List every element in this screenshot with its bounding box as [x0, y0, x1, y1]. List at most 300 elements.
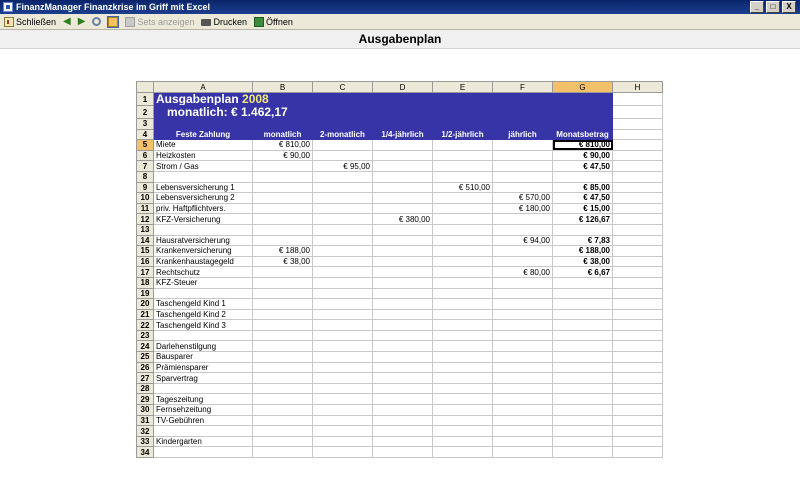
cell[interactable] [613, 106, 663, 119]
row-label-cell[interactable] [154, 224, 253, 235]
amount-cell[interactable] [373, 436, 433, 447]
column-header-a[interactable]: A [154, 82, 253, 93]
row-header[interactable]: 19 [137, 288, 154, 299]
monthly-amount-cell[interactable] [553, 224, 613, 235]
amount-cell[interactable] [373, 394, 433, 405]
amount-cell[interactable] [373, 171, 433, 182]
monthly-amount-cell[interactable]: € 85,00 [553, 182, 613, 193]
amount-cell[interactable] [493, 436, 553, 447]
amount-cell[interactable] [253, 352, 313, 363]
amount-cell[interactable] [253, 341, 313, 352]
row-header[interactable]: 31 [137, 415, 154, 426]
row-label-cell[interactable]: Lebensversicherung 1 [154, 182, 253, 193]
row-header[interactable]: 22 [137, 320, 154, 331]
row-header[interactable]: 12 [137, 214, 154, 225]
amount-cell[interactable] [313, 362, 373, 373]
amount-cell[interactable] [493, 405, 553, 416]
amount-cell[interactable] [373, 246, 433, 257]
amount-cell[interactable] [253, 383, 313, 394]
cell[interactable] [553, 119, 613, 130]
amount-cell[interactable] [373, 150, 433, 161]
amount-cell[interactable] [433, 246, 493, 257]
amount-cell[interactable] [493, 277, 553, 288]
amount-cell[interactable] [253, 362, 313, 373]
monthly-amount-cell[interactable] [553, 309, 613, 320]
column-header-c[interactable]: C [313, 82, 373, 93]
amount-cell[interactable] [313, 277, 373, 288]
amount-cell[interactable] [253, 394, 313, 405]
amount-cell[interactable] [433, 203, 493, 214]
amount-cell[interactable] [313, 140, 373, 151]
amount-cell[interactable] [433, 161, 493, 172]
amount-cell[interactable] [433, 447, 493, 458]
row-label-cell[interactable]: KFZ-Steuer [154, 277, 253, 288]
row-label-cell[interactable]: Lebensversicherung 2 [154, 193, 253, 204]
amount-cell[interactable] [493, 320, 553, 331]
back-button[interactable] [62, 15, 72, 29]
cell[interactable] [613, 119, 663, 130]
monthly-amount-cell[interactable] [553, 341, 613, 352]
row-header[interactable]: 27 [137, 373, 154, 384]
column-header-f[interactable]: F [493, 82, 553, 93]
row-label-cell[interactable]: Heizkosten [154, 150, 253, 161]
amount-cell[interactable] [493, 394, 553, 405]
monthly-amount-cell[interactable]: € 90,00 [553, 150, 613, 161]
amount-cell[interactable] [433, 330, 493, 341]
amount-cell[interactable] [493, 352, 553, 363]
cell[interactable] [613, 288, 663, 299]
monthly-amount-cell[interactable]: € 47,50 [553, 193, 613, 204]
amount-cell[interactable] [373, 373, 433, 384]
amount-cell[interactable] [253, 267, 313, 278]
amount-cell[interactable] [493, 140, 553, 151]
row-header[interactable]: 14 [137, 235, 154, 246]
cell[interactable] [493, 119, 553, 130]
cell[interactable] [613, 203, 663, 214]
monthly-amount-cell[interactable] [553, 373, 613, 384]
amount-cell[interactable] [493, 246, 553, 257]
row-header[interactable]: 8 [137, 171, 154, 182]
amount-cell[interactable] [493, 426, 553, 437]
cell[interactable] [253, 119, 313, 130]
amount-cell[interactable] [433, 171, 493, 182]
amount-cell[interactable] [313, 288, 373, 299]
amount-cell[interactable] [433, 309, 493, 320]
row-label-cell[interactable]: Tageszeitung [154, 394, 253, 405]
amount-cell[interactable]: € 38,00 [253, 256, 313, 267]
amount-cell[interactable] [433, 405, 493, 416]
row-header[interactable]: 4 [137, 129, 154, 140]
close-button[interactable] [3, 15, 57, 29]
cell[interactable] [433, 93, 493, 106]
amount-cell[interactable] [253, 330, 313, 341]
monthly-amount-cell[interactable]: € 810,00 [553, 140, 613, 151]
amount-cell[interactable] [433, 426, 493, 437]
amount-cell[interactable] [433, 362, 493, 373]
amount-cell[interactable]: € 180,00 [493, 203, 553, 214]
amount-cell[interactable] [313, 330, 373, 341]
cell[interactable] [613, 362, 663, 373]
row-label-cell[interactable]: Taschengeld Kind 1 [154, 299, 253, 310]
amount-cell[interactable] [433, 288, 493, 299]
row-header[interactable]: 2 [137, 106, 154, 119]
amount-cell[interactable] [313, 320, 373, 331]
cell[interactable] [433, 106, 493, 119]
amount-cell[interactable] [253, 171, 313, 182]
cell[interactable] [553, 106, 613, 119]
amount-cell[interactable] [313, 352, 373, 363]
amount-cell[interactable] [253, 193, 313, 204]
amount-cell[interactable] [253, 309, 313, 320]
amount-cell[interactable] [313, 203, 373, 214]
select-all-corner[interactable] [137, 82, 154, 93]
amount-cell[interactable] [313, 373, 373, 384]
cell[interactable] [373, 93, 433, 106]
row-label-cell[interactable]: Taschengeld Kind 3 [154, 320, 253, 331]
amount-cell[interactable] [433, 193, 493, 204]
amount-cell[interactable]: € 380,00 [373, 214, 433, 225]
amount-cell[interactable] [373, 330, 433, 341]
amount-cell[interactable] [373, 256, 433, 267]
print-button[interactable] [200, 15, 248, 29]
cell[interactable] [613, 182, 663, 193]
amount-cell[interactable] [253, 373, 313, 384]
cell[interactable] [613, 299, 663, 310]
row-header[interactable]: 21 [137, 309, 154, 320]
column-title-monatsbetrag[interactable]: Monatsbetrag [553, 129, 613, 140]
monthly-amount-cell[interactable] [553, 330, 613, 341]
amount-cell[interactable] [373, 352, 433, 363]
cell[interactable] [613, 426, 663, 437]
amount-cell[interactable] [493, 299, 553, 310]
column-title-halbjahr[interactable]: 1/2-jährlich [433, 129, 493, 140]
amount-cell[interactable] [493, 447, 553, 458]
amount-cell[interactable] [253, 436, 313, 447]
row-header[interactable]: 26 [137, 362, 154, 373]
monthly-total[interactable]: monatlich: € 1.462,17 [154, 106, 373, 119]
monthly-amount-cell[interactable]: € 38,00 [553, 256, 613, 267]
amount-cell[interactable] [253, 320, 313, 331]
row-label-cell[interactable] [154, 288, 253, 299]
amount-cell[interactable] [373, 161, 433, 172]
amount-cell[interactable] [373, 182, 433, 193]
amount-cell[interactable] [373, 362, 433, 373]
cell[interactable] [613, 224, 663, 235]
amount-cell[interactable] [253, 415, 313, 426]
amount-cell[interactable] [493, 150, 553, 161]
column-header-d[interactable]: D [373, 82, 433, 93]
amount-cell[interactable] [433, 140, 493, 151]
column-title-jaehrlich[interactable]: jährlich [493, 129, 553, 140]
cell[interactable] [613, 171, 663, 182]
row-header[interactable]: 1 [137, 93, 154, 106]
row-label-cell[interactable]: Kindergarten [154, 436, 253, 447]
row-label-cell[interactable]: Bausparer [154, 352, 253, 363]
row-label-cell[interactable]: Darlehenstilgung [154, 341, 253, 352]
monthly-amount-cell[interactable] [553, 171, 613, 182]
cell[interactable] [553, 93, 613, 106]
row-label-cell[interactable]: Sparvertrag [154, 373, 253, 384]
cell[interactable] [373, 119, 433, 130]
amount-cell[interactable] [313, 182, 373, 193]
row-header[interactable]: 3 [137, 119, 154, 130]
amount-cell[interactable]: € 810,00 [253, 140, 313, 151]
amount-cell[interactable] [493, 415, 553, 426]
row-header[interactable]: 18 [137, 277, 154, 288]
monthly-amount-cell[interactable] [553, 447, 613, 458]
row-header[interactable]: 30 [137, 405, 154, 416]
amount-cell[interactable] [253, 161, 313, 172]
open-button[interactable] [253, 15, 294, 29]
cell[interactable] [613, 383, 663, 394]
amount-cell[interactable]: € 94,00 [493, 235, 553, 246]
cell[interactable] [313, 119, 373, 130]
amount-cell[interactable] [253, 277, 313, 288]
amount-cell[interactable] [313, 256, 373, 267]
amount-cell[interactable] [313, 436, 373, 447]
amount-cell[interactable] [373, 405, 433, 416]
amount-cell[interactable] [433, 214, 493, 225]
monthly-amount-cell[interactable]: € 7,83 [553, 235, 613, 246]
row-header[interactable]: 24 [137, 341, 154, 352]
cell[interactable] [613, 129, 663, 140]
amount-cell[interactable] [433, 415, 493, 426]
amount-cell[interactable] [313, 235, 373, 246]
row-label-cell[interactable]: Rechtschutz [154, 267, 253, 278]
cell[interactable] [613, 93, 663, 106]
amount-cell[interactable] [313, 447, 373, 458]
row-label-cell[interactable] [154, 383, 253, 394]
row-header[interactable]: 33 [137, 436, 154, 447]
amount-cell[interactable] [253, 405, 313, 416]
cell[interactable] [613, 394, 663, 405]
cell[interactable] [613, 150, 663, 161]
row-label-cell[interactable]: Prämiensparer [154, 362, 253, 373]
column-header-h[interactable]: H [613, 82, 663, 93]
cell[interactable] [493, 93, 553, 106]
amount-cell[interactable]: € 570,00 [493, 193, 553, 204]
cell[interactable] [613, 405, 663, 416]
monthly-amount-cell[interactable] [553, 405, 613, 416]
row-header[interactable]: 11 [137, 203, 154, 214]
monthly-amount-cell[interactable] [553, 362, 613, 373]
cell[interactable] [613, 214, 663, 225]
row-header[interactable]: 16 [137, 256, 154, 267]
amount-cell[interactable] [313, 405, 373, 416]
forward-button[interactable] [77, 15, 87, 29]
zoom-button[interactable] [91, 15, 102, 29]
column-title-feste-zahlung[interactable]: Feste Zahlung [154, 129, 253, 140]
row-header[interactable]: 25 [137, 352, 154, 363]
monthly-amount-cell[interactable] [553, 383, 613, 394]
amount-cell[interactable] [313, 383, 373, 394]
monthly-amount-cell[interactable] [553, 436, 613, 447]
amount-cell[interactable] [373, 299, 433, 310]
cell[interactable] [613, 436, 663, 447]
amount-cell[interactable] [433, 150, 493, 161]
row-header[interactable]: 15 [137, 246, 154, 257]
amount-cell[interactable] [493, 330, 553, 341]
amount-cell[interactable] [493, 161, 553, 172]
amount-cell[interactable]: € 95,00 [313, 161, 373, 172]
monthly-amount-cell[interactable] [553, 288, 613, 299]
amount-cell[interactable] [313, 246, 373, 257]
sheet-title[interactable] [154, 93, 373, 106]
cell[interactable] [433, 119, 493, 130]
amount-cell[interactable] [433, 383, 493, 394]
amount-cell[interactable] [373, 288, 433, 299]
column-header-e[interactable]: E [433, 82, 493, 93]
amount-cell[interactable] [373, 383, 433, 394]
column-header-b[interactable]: B [253, 82, 313, 93]
row-label-cell[interactable]: TV-Gebühren [154, 415, 253, 426]
column-title-monatlich[interactable]: monatlich [253, 129, 313, 140]
amount-cell[interactable] [373, 267, 433, 278]
row-label-cell[interactable]: Taschengeld Kind 2 [154, 309, 253, 320]
amount-cell[interactable] [373, 309, 433, 320]
cell[interactable] [613, 330, 663, 341]
amount-cell[interactable] [313, 341, 373, 352]
column-title-2-monatlich[interactable]: 2-monatlich [313, 129, 373, 140]
row-label-cell[interactable]: Krankenversicherung [154, 246, 253, 257]
amount-cell[interactable] [433, 341, 493, 352]
amount-cell[interactable] [313, 150, 373, 161]
amount-cell[interactable] [313, 426, 373, 437]
row-label-cell[interactable]: priv. Haftpflichtvers. [154, 203, 253, 214]
monthly-amount-cell[interactable] [553, 394, 613, 405]
amount-cell[interactable]: € 510,00 [433, 182, 493, 193]
cell[interactable] [493, 106, 553, 119]
cell[interactable] [154, 119, 253, 130]
amount-cell[interactable] [433, 373, 493, 384]
amount-cell[interactable] [493, 171, 553, 182]
cell[interactable] [613, 352, 663, 363]
minimize-button[interactable]: _ [750, 1, 764, 13]
monthly-amount-cell[interactable]: € 6,67 [553, 267, 613, 278]
row-header[interactable]: 29 [137, 394, 154, 405]
amount-cell[interactable] [253, 235, 313, 246]
cell[interactable] [613, 415, 663, 426]
amount-cell[interactable] [493, 362, 553, 373]
amount-cell[interactable] [493, 224, 553, 235]
cell[interactable] [613, 373, 663, 384]
monthly-amount-cell[interactable]: € 47,50 [553, 161, 613, 172]
amount-cell[interactable] [493, 383, 553, 394]
row-label-cell[interactable] [154, 426, 253, 437]
row-header[interactable]: 28 [137, 383, 154, 394]
amount-cell[interactable]: € 80,00 [493, 267, 553, 278]
maximize-button[interactable]: □ [766, 1, 780, 13]
amount-cell[interactable] [433, 277, 493, 288]
row-header[interactable]: 13 [137, 224, 154, 235]
row-header[interactable]: 9 [137, 182, 154, 193]
cell[interactable] [613, 161, 663, 172]
amount-cell[interactable] [433, 394, 493, 405]
column-header-g[interactable]: G [553, 82, 613, 93]
amount-cell[interactable] [253, 299, 313, 310]
row-header[interactable]: 34 [137, 447, 154, 458]
amount-cell[interactable] [433, 436, 493, 447]
row-label-cell[interactable]: Miete [154, 140, 253, 151]
amount-cell[interactable] [313, 299, 373, 310]
row-label-cell[interactable] [154, 447, 253, 458]
amount-cell[interactable] [253, 224, 313, 235]
monthly-amount-cell[interactable] [553, 320, 613, 331]
amount-cell[interactable] [313, 224, 373, 235]
row-label-cell[interactable]: Krankenhaustagegeld [154, 256, 253, 267]
cell[interactable] [613, 320, 663, 331]
row-label-cell[interactable] [154, 171, 253, 182]
amount-cell[interactable] [253, 288, 313, 299]
monthly-amount-cell[interactable] [553, 426, 613, 437]
amount-cell[interactable] [253, 447, 313, 458]
row-header[interactable]: 17 [137, 267, 154, 278]
monthly-amount-cell[interactable] [553, 415, 613, 426]
amount-cell[interactable] [493, 309, 553, 320]
amount-cell[interactable] [433, 320, 493, 331]
monthly-amount-cell[interactable]: € 126,67 [553, 214, 613, 225]
amount-cell[interactable] [373, 320, 433, 331]
close-window-button[interactable]: X [782, 1, 796, 13]
cell[interactable] [613, 140, 663, 151]
amount-cell[interactable] [253, 214, 313, 225]
amount-cell[interactable] [373, 140, 433, 151]
amount-cell[interactable] [493, 182, 553, 193]
cell[interactable] [613, 193, 663, 204]
row-header[interactable]: 10 [137, 193, 154, 204]
amount-cell[interactable] [373, 277, 433, 288]
cell[interactable] [613, 256, 663, 267]
cell[interactable] [613, 267, 663, 278]
amount-cell[interactable] [373, 341, 433, 352]
amount-cell[interactable] [373, 447, 433, 458]
row-label-cell[interactable]: Hausratversicherung [154, 235, 253, 246]
row-label-cell[interactable]: KFZ-Versicherung [154, 214, 253, 225]
amount-cell[interactable] [313, 193, 373, 204]
amount-cell[interactable] [433, 299, 493, 310]
amount-cell[interactable] [313, 171, 373, 182]
amount-cell[interactable] [493, 288, 553, 299]
amount-cell[interactable] [313, 267, 373, 278]
amount-cell[interactable] [373, 235, 433, 246]
amount-cell[interactable] [433, 267, 493, 278]
amount-cell[interactable] [313, 214, 373, 225]
amount-cell[interactable] [253, 203, 313, 214]
amount-cell[interactable] [373, 224, 433, 235]
row-header[interactable]: 32 [137, 426, 154, 437]
row-label-cell[interactable]: Strom / Gas [154, 161, 253, 172]
amount-cell[interactable] [313, 394, 373, 405]
row-header[interactable]: 5 [137, 140, 154, 151]
amount-cell[interactable] [313, 415, 373, 426]
amount-cell[interactable] [493, 341, 553, 352]
row-label-cell[interactable] [154, 330, 253, 341]
amount-cell[interactable] [493, 373, 553, 384]
sets-button[interactable] [124, 15, 195, 29]
amount-cell[interactable] [493, 256, 553, 267]
cell[interactable] [613, 235, 663, 246]
grid-button[interactable] [107, 15, 119, 29]
monthly-amount-cell[interactable] [553, 352, 613, 363]
amount-cell[interactable] [313, 309, 373, 320]
amount-cell[interactable] [433, 352, 493, 363]
amount-cell[interactable] [253, 182, 313, 193]
monthly-amount-cell[interactable] [553, 277, 613, 288]
cell[interactable] [613, 277, 663, 288]
cell[interactable] [613, 246, 663, 257]
cell[interactable] [613, 341, 663, 352]
amount-cell[interactable] [373, 426, 433, 437]
